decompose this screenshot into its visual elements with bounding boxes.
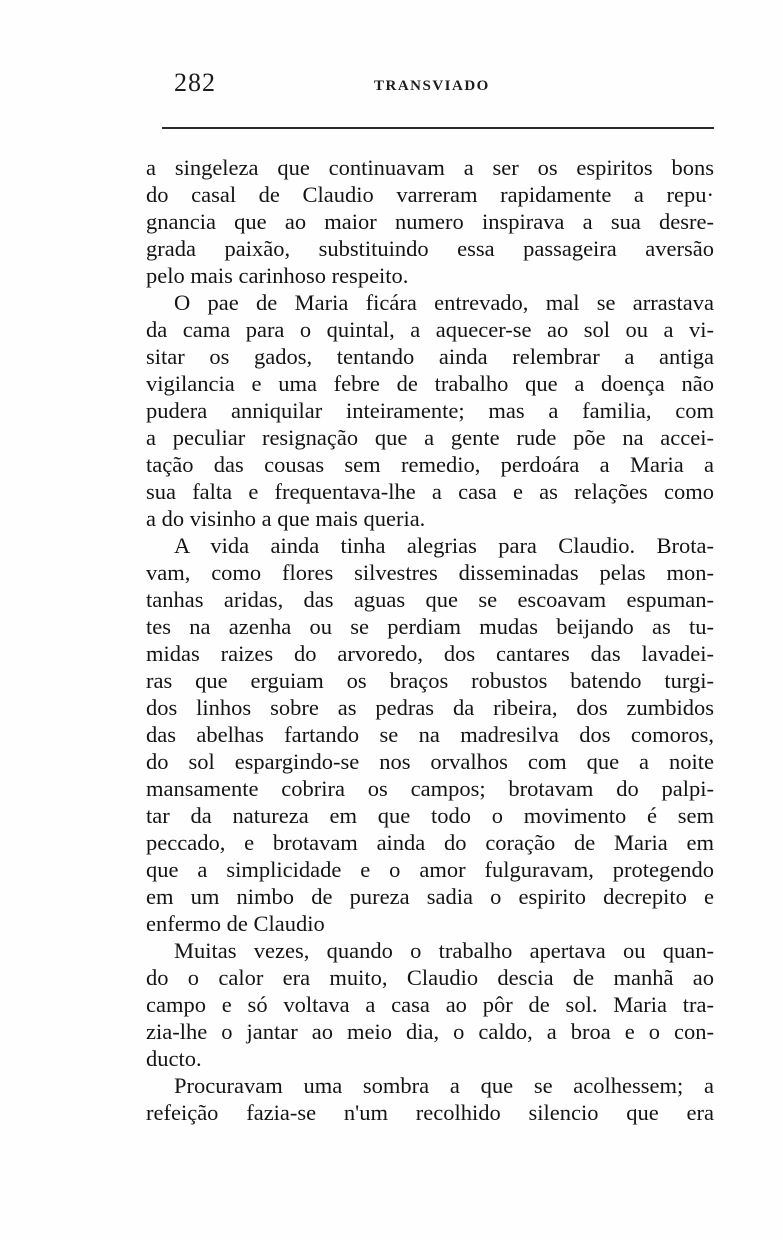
text-line: do sol espargindo-se nos orvalhos com que a noite: [146, 749, 714, 774]
text-line: grada paixão, substituindo essa passageira aversão: [146, 236, 714, 261]
text-line: a singeleza que continuavam a ser os espiritos bons: [146, 155, 714, 180]
text-line: vam, como flores silvestres disseminadas pelas mon-: [146, 560, 714, 585]
text-line: tar da natureza em que todo o movimento é sem: [146, 803, 714, 828]
text-line: da cama para o quintal, a aquecer-se ao sol ou a vi-: [146, 317, 714, 342]
text-line: que a simplicidade e o amor fulguravam, protegendo: [146, 857, 714, 882]
text-line: refeição fazia-se n'um recolhido silencio que era: [146, 1100, 714, 1125]
text-line: do casal de Claudio varreram rapidamente a repu·: [146, 182, 714, 207]
text-line: das abelhas fartando se na madresilva dos comoros,: [146, 722, 714, 747]
text-line: pudera anniquilar inteiramente; mas a familia, com: [146, 398, 714, 423]
text-line: pelo mais carinhoso respeito.: [146, 263, 409, 288]
text-line: ducto.: [146, 1046, 202, 1071]
text-line: vigilancia e uma febre de trabalho que a doença não: [146, 371, 714, 396]
text-line: ras que erguiam os braços robustos batendo turgi-: [146, 668, 714, 693]
text-line: zia-lhe o jantar ao meio dia, o caldo, a broa e o con-: [146, 1019, 714, 1044]
text-line: peccado, e brotavam ainda do coração de Maria em: [146, 830, 714, 855]
text-line: a peculiar resignação que a gente rude põe na accei-: [146, 425, 714, 450]
text-line: sitar os gados, tentando ainda relembrar a antiga: [146, 344, 714, 369]
page-header: [146, 66, 714, 106]
text-line: tanhas aridas, das aguas que se escoavam espuman-: [146, 587, 714, 612]
text-line: tação das cousas sem remedio, perdoára a Maria a: [146, 452, 714, 477]
text-line: campo e só voltava a casa ao pôr de sol. Maria tra-: [146, 992, 714, 1017]
text-line: enfermo de Claudio: [146, 911, 325, 936]
text-line: a do visinho a que mais queria.: [146, 506, 426, 531]
running-title: TRANSVIADO: [374, 78, 490, 94]
text-line: midas raizes do arvoredo, dos cantares das lavadei-: [146, 641, 714, 666]
text-line: A vida ainda tinha alegrias para Claudio. Brota-: [174, 533, 714, 558]
text-line: sua falta e frequentava-lhe a casa e as relações como: [146, 479, 714, 504]
text-line: tes na azenha ou se perdiam mudas beijando as tu-: [146, 614, 714, 639]
text-line: mansamente cobrira os campos; brotavam do palpi-: [146, 776, 714, 801]
text-line: Muitas vezes, quando o trabalho apertava ou quan-: [174, 938, 714, 963]
text-line: em um nimbo de pureza sadia o espirito decrepito e: [146, 884, 714, 909]
text-line: O pae de Maria ficára entrevado, mal se arrastava: [174, 290, 714, 315]
text-line: dos linhos sobre as pedras da ribeira, dos zumbidos: [146, 695, 714, 720]
text-line: gnancia que ao maior numero inspirava a sua desre-: [146, 209, 714, 234]
page-number: 282: [174, 68, 216, 97]
text-line: Procuravam uma sombra a que se acolhessem; a: [174, 1073, 714, 1098]
header-rule: [162, 127, 714, 129]
text-line: do o calor era muito, Claudio descia de manhã ao: [146, 965, 714, 990]
body-text: [146, 154, 714, 1126]
